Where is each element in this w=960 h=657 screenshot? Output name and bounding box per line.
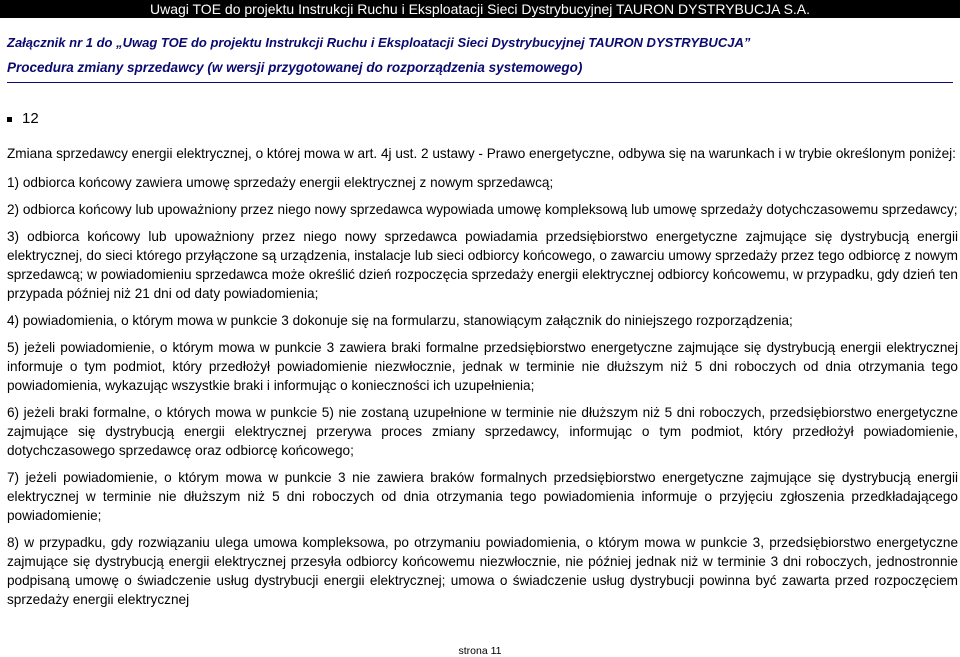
intro-paragraph: Zmiana sprzedawcy energii elektrycznej, o której mowa w art. 4j ust. 2 ustawy - Prawo energetyczne, odbywa się na warunkach i w trybie określonym poniżej: xyxy=(7,146,956,161)
list-item-4: 4) powiadomienia, o którym mowa w punkcie 3 dokonuje się na formularzu, stanowiącym załącznik do niniejszego rozporządzenia; xyxy=(7,313,793,328)
list-item-2: 2) odbiorca końcowy lub upoważniony przez niego nowy sprzedawca wypowiada umowę kompleksową lub umowę sprzedaży dotychczasowemu sprzedawcy; xyxy=(7,202,958,217)
header-divider xyxy=(7,82,953,83)
document-header-banner: Uwagi TOE do projektu Instrukcji Ruchu i Eksploatacji Sieci Dystrybucyjnej TAURON DYSTRYBUCJA S.A. xyxy=(0,0,960,18)
list-item-8: 8) w przypadku, gdy rozwiązaniu ulega umowa kompleksowa, po otrzymaniu powiadomienia, o którym mowa w punkcie 3, przedsiębiorstwo energetyczne zajmujące się dystrybucją energii elektrycznej przesyła odbiorcy końcowemu niezwłocznie, nie później jednak niż w terminie 3 dni roboczych, jednostronnie podpisaną umowę o świadczenie usług dystrybucji energii elektrycznej; umowa o świadczenie usług dystrybucji powinna być zawarta przed rozpoczęciem sprzedaży energii elektrycznej xyxy=(7,535,958,607)
bullet-square-icon xyxy=(7,117,12,122)
section-number xyxy=(7,110,39,127)
list-item-6: 6) jeżeli braki formalne, o których mowa w punkcie 5) nie zostaną uzupełnione w terminie nie dłuższym niż 5 dni roboczych, przedsiębiorstwo energetyczne zajmujące się dystrybucją energii elektrycznej przerywa proces zmiany sprzedawcy, informując o tym podmiot, który przedłożył powiadomienie, dotychczasowego sprzedawcę oraz odbiorcę końcowego; xyxy=(7,405,958,458)
document-body xyxy=(7,144,958,617)
list-item-5: 5) jeżeli powiadomienie, o którym mowa w punkcie 3 zawiera braki formalne przedsiębiorstwo energetyczne zajmujące się dystrybucją energii elektrycznej informuje o tym podmiot, który przedłożył powiadomienie niezwłocznie, jednak w terminie nie dłuższym niż 5 dni roboczych od dnia otrzymania tego powiadomienia, wykazując wszystkie braki i informując o konieczności ich uzupełnienia; xyxy=(7,340,958,393)
list-item-1: 1) odbiorca końcowy zawiera umowę sprzedaży energii elektrycznej z nowym sprzedawcą; xyxy=(7,175,554,190)
list-item-7: 7) jeżeli powiadomienie, o którym mowa w punkcie 3 nie zawiera braków formalnych przedsiębiorstwo energetyczne zajmujące się dystrybucją energii elektrycznej w terminie nie dłuższym niż 5 dni roboczych od dnia otrzymania tego powiadomienia informuje o przyjęciu zgłoszenia przedkładającego powiadomienie; xyxy=(7,470,958,523)
page-number: strona 11 xyxy=(458,645,502,657)
procedure-title: Procedura zmiany sprzedawcy (w wersji przygotowanej do rozporządzenia systemowego) xyxy=(7,60,583,75)
list-item-3: 3) odbiorca końcowy lub upoważniony przez niego nowy sprzedawca powiadamia przedsiębiorstwo energetyczne zajmujące się dystrybucją energii elektrycznej, do sieci którego przyłączone są urządzenia, instalacje lub sieci odbiorcy końcowego, o zawarciu umowy sprzedaży przez tego odbiorcę z nowym sprzedawcą; w powiadomieniu sprzedawca może określić dzień rozpoczęcia sprzedaży energii elektrycznej odbiorcy końcowemu, w przypadku, gdy dzień ten przypada później niż 21 dni od daty powiadomienia; xyxy=(7,229,958,301)
annex-title: Załącznik nr 1 do „Uwag TOE do projektu Instrukcji Ruchu i Eksploatacji Sieci Dystrybucyjnej TAURON DYSTRYBUCJA” xyxy=(7,35,751,50)
section-number-label: 12 xyxy=(22,110,39,127)
